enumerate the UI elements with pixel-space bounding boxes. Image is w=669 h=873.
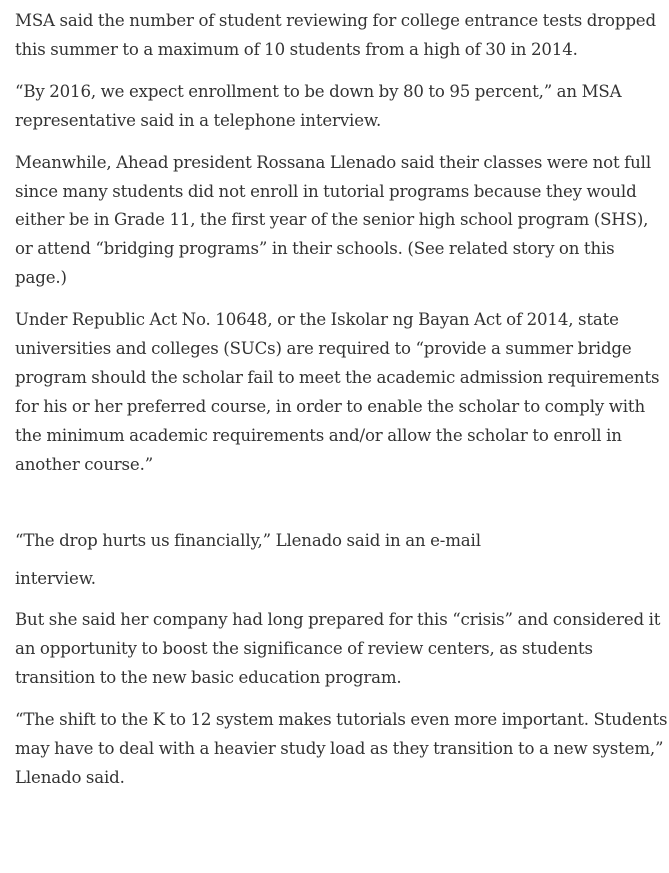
paragraph-k12-shift: “The shift to the K to 12 system makes tutorials even more important. Students may have to deal with a heavier study load as they transition to a new system,” Llenado said. (15, 710, 668, 787)
paragraph-msa-review-drop: MSA said the number of student reviewing for college entrance tests dropped this summer to a maximum of 10 students from a high of 30 in 2014. (15, 11, 656, 59)
paragraph-crisis-opportunity: But she said her company had long prepared for this “crisis” and considered it an opportunity to boost the significance of review centers, as students transition to the new basic education program. (15, 610, 661, 688)
paragraph-interview-fragment: interview. (15, 568, 96, 588)
paragraph-llenado-classes: Meanwhile, Ahead president Rossana Llenado said their classes were not full since many students did not enroll in tutorial programs because they would either be in Grade 11, the first year of the senior high school program (SHS), or attend “bridging programs” in their schools. (See related story on this page.) (15, 152, 651, 288)
paragraph-drop-hurts: “The drop hurts us financially,” Llenado said in an e-mail (15, 530, 481, 550)
paragraph-enrollment-forecast: “By 2016, we expect enrollment to be down by 80 to 95 percent,” an MSA representative said in a telephone interview. (15, 81, 622, 130)
paragraph-republic-act: Under Republic Act No. 10648, or the Iskolar ng Bayan Act of 2014, state universities and colleges (SUCs) are required to “provide a summer bridge program should the scholar fail to meet the academic admission requirements for his or her preferred course, in order to enable the scholar to comply with the minimum academic requirements and/or allow the scholar to enroll in another course.” (15, 310, 660, 474)
